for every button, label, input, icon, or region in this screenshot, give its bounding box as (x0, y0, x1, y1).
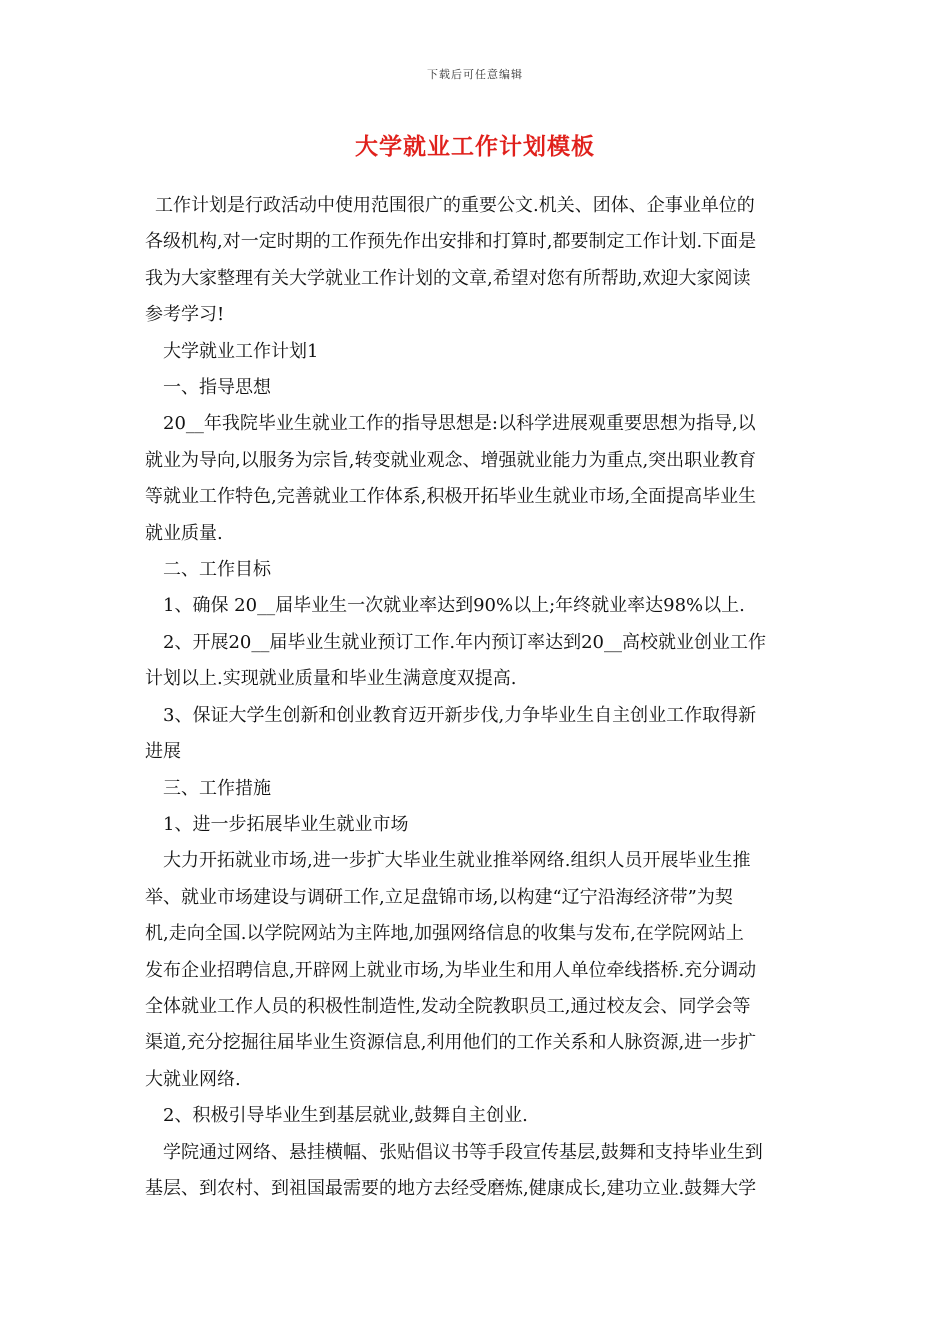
body-line: 3、保证大学生创新和创业教育迈开新步伐,力争毕业生自主创业工作取得新 (163, 704, 757, 726)
subsection-heading: 1、进一步拓展毕业生就业市场 (163, 813, 409, 835)
document-title: 大学就业工作计划模板 (355, 134, 595, 160)
body-line: 基层、到农村、到祖国最需要的地方去经受磨炼,健康成长,建功立业.鼓舞大学 (145, 1177, 757, 1199)
body-line: 等就业工作特色,完善就业工作体系,积极开拓毕业生就业市场,全面提高毕业生 (145, 486, 757, 508)
body-line: 20__年我院毕业生就业工作的指导思想是:以科学进展观重要思想为指导,以 (163, 413, 756, 435)
body-line: 就业质量. (145, 522, 223, 544)
body-line: 就业为导向,以服务为宗旨,转变就业观念、增强就业能力为重点,突出职业教育 (145, 449, 757, 471)
body-line: 我为大家整理有关大学就业工作计划的文章,希望对您有所帮助,欢迎大家阅读 (145, 267, 751, 289)
section-heading: 三、工作措施 (163, 777, 271, 799)
body-line: 机,走向全国.以学院网站为主阵地,加强网络信息的收集与发布,在学院网站上 (145, 923, 744, 945)
section-heading: 二、工作目标 (163, 559, 271, 581)
subsection-heading: 2、积极引导毕业生到基层就业,鼓舞自主创业. (163, 1105, 528, 1127)
body-line: 参考学习! (145, 304, 225, 326)
header-note: 下载后可任意编辑 (427, 68, 523, 81)
section-heading: 大学就业工作计划1 (163, 340, 319, 362)
body-line: 工作计划是行政活动中使用范围很广的重要公文.机关、团体、企事业单位的 (155, 195, 755, 216)
body-line: 渠道,充分挖掘往届毕业生资源信息,利用他们的工作关系和人脉资源,进一步扩 (145, 1032, 757, 1054)
section-heading: 一、指导思想 (163, 377, 271, 399)
document-body (145, 188, 810, 1207)
body-line: 大力开拓就业市场,进一步扩大毕业生就业推举网络.组织人员开展毕业生推 (163, 850, 751, 872)
body-line: 举、就业市场建设与调研工作,立足盘锦市场,以构建“辽宁沿海经济带”为契 (145, 886, 733, 908)
body-line: 全体就业工作人员的积极性制造性,发动全院教职员工,通过校友会、同学会等 (145, 995, 751, 1017)
body-line: 计划以上.实现就业质量和毕业生满意度双提高. (145, 668, 517, 690)
body-line: 发布企业招聘信息,开辟网上就业市场,为毕业生和用人单位牵线搭桥.充分调动 (145, 959, 757, 981)
body-line: 大就业网络. (145, 1068, 241, 1090)
body-line: 2、开展20__届毕业生就业预订工作.年内预订率达到20__高校就业创业工作 (163, 631, 766, 653)
body-line: 进展 (145, 741, 181, 763)
body-line: 学院通过网络、悬挂横幅、张贴倡议书等手段宣传基层,鼓舞和支持毕业生到 (163, 1141, 763, 1163)
body-line: 1、确保 20__届毕业生一次就业率达到90%以上;年终就业率达98%以上. (163, 595, 745, 617)
body-line: 各级机构,对一定时期的工作预先作出安排和打算时,都要制定工作计划.下面是 (145, 231, 757, 253)
